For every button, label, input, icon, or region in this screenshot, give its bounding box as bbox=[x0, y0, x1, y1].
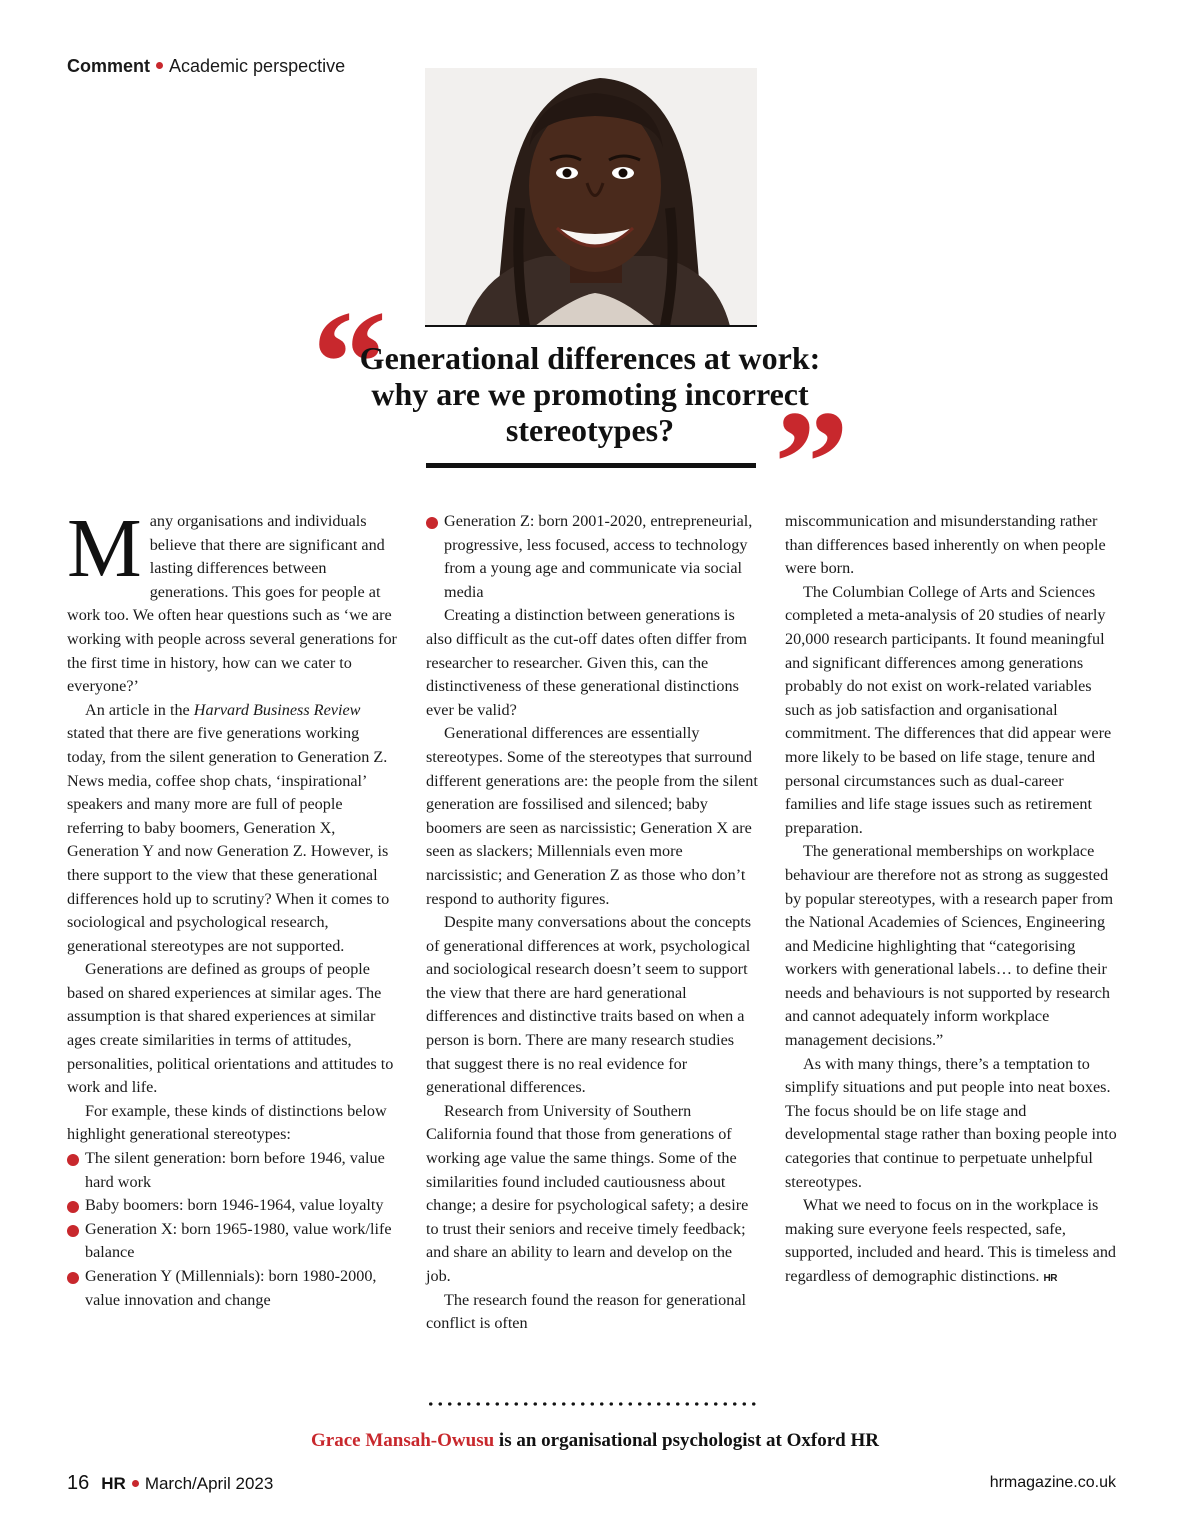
list-item: Generation Y (Millennials): born 1980-2000, value innovation and change bbox=[67, 1265, 399, 1312]
publication-title: Harvard Business Review bbox=[193, 700, 361, 719]
paragraph: Creating a distinction between generations is also difficult as the cut-off dates often differ from researcher to researcher. Given this, can the distinctiveness of these generational distinctions ever be valid? bbox=[426, 606, 747, 719]
paragraph: What we need to focus on in the workplace is making sure everyone feels respected, safe, supported, included and heard. This is timeless and regardless of demographic distinctions. HR bbox=[785, 1196, 1117, 1285]
paragraph: An article in the Harvard Business Review stated that there are five generations working today, from the silent generation to Generation Z. News media, coffee shop chats, ‘inspirational’ speakers and many more are full of people referring to baby boomers, Generation X, Generation Y and now Generation Z. However, is there support to the view that these generational differences hold up to scrutiny? When it comes to sociological and psychological research, generational stereotypes are not supported. bbox=[67, 700, 390, 955]
paragraph: The Columbian College of Arts and Sciences completed a meta-analysis of 20 studies of nearly 20,000 research participants. It found meaningful and significant differences among generations probably do not exist on work-related variables such as job satisfaction and organisational commitment. The differences that did appear were more likely to be based on life stage, tenure and personal circumstances such as dual-career families and life stage issues such as retirement preparation. bbox=[785, 582, 1112, 837]
paragraph: Many organisations and individuals believe that there are significant and lasting differences between generations. This goes for people at work too. We often hear questions such as ‘we are working with people across several generations for the first time in history, how can we cater to everyone?’ bbox=[67, 502, 397, 696]
author-photo bbox=[425, 68, 757, 326]
paragraph: Research from University of Southern California found that those from generations of working age value the same things. Some of the similarities found included cautiousness about change; a desire for psychological safety; a desire to trust their seniors and receive timely feedback; and share an ability to learn and develop on the job. bbox=[426, 1101, 749, 1285]
list-item: The silent generation: born before 1946, value hard work bbox=[67, 1147, 399, 1194]
generation-list-continued bbox=[426, 510, 758, 604]
body-column-2 bbox=[426, 510, 758, 1336]
drop-cap: M bbox=[67, 502, 142, 595]
body-column-3 bbox=[785, 510, 1117, 1291]
end-mark: HR bbox=[1043, 1273, 1057, 1284]
paragraph: Despite many conversations about the concepts of generational differences at work, psychological and sociological research doesn’t seem to support the view that there are hard generational differences and distinctive traits based on when a person is born. There are many research studies that suggest there is no real evidence for generational differences. bbox=[426, 913, 752, 1097]
page-footer bbox=[67, 1472, 273, 1495]
magazine-name: HR bbox=[101, 1474, 126, 1493]
paragraph: The research found the reason for generational conflict is often bbox=[426, 1290, 747, 1333]
author-name: Grace Mansah-Owusu bbox=[311, 1430, 495, 1451]
section-label: Comment bbox=[67, 56, 151, 76]
photo-divider bbox=[425, 325, 757, 327]
author-role: is an organisational psychologist at Oxford HR bbox=[494, 1430, 879, 1451]
body-column-1 bbox=[67, 502, 399, 1312]
portrait-illustration bbox=[425, 68, 757, 326]
article-headline: Generational differences at work: why are we promoting incorrect stereotypes? bbox=[359, 340, 821, 448]
generation-list bbox=[67, 1147, 399, 1312]
list-item: Generation X: born 1965-1980, value work/life balance bbox=[67, 1218, 399, 1265]
close-quote-mark: ” bbox=[774, 380, 849, 546]
section-header bbox=[67, 56, 345, 77]
paragraph: Generational differences are essentially stereotypes. Some of the stereotypes that surround different generations are: the people from the silent generation are fossilised and silenced; baby boomers are seen as narcissistic; Generation X are seen as slackers; Millennials even more narcissistic; and Generation Z as those who don’t respond to authority figures. bbox=[426, 724, 758, 908]
issue-date: March/April 2023 bbox=[144, 1474, 274, 1493]
subsection-label: Academic perspective bbox=[169, 56, 346, 76]
paragraph: The generational memberships on workplace behaviour are therefore not as strong as suggested by popular stereotypes, with a research paper from the National Academies of Sciences, Engineering and Medicine highlighting that “categorising workers with generational labels… to define their needs and behaviours is not supported by research and cannot adequately inform workplace management decisions.” bbox=[785, 842, 1114, 1050]
list-item: Baby boomers: born 1946-1964, value loyalty bbox=[67, 1194, 399, 1218]
list-item: Generation Z: born 2001-2020, entrepreneurial, progressive, less focused, access to technology from a young age and communicate via social media bbox=[426, 510, 758, 604]
page-number: 16 bbox=[67, 1472, 90, 1494]
paragraph: For example, these kinds of distinctions below highlight generational stereotypes: bbox=[67, 1101, 387, 1144]
website-url[interactable]: hrmagazine.co.uk bbox=[989, 1474, 1116, 1491]
dotted-divider bbox=[426, 1402, 758, 1406]
paragraph: miscommunication and misunderstanding rather than differences based inherently on when people were born. bbox=[785, 512, 1106, 578]
paragraph: As with many things, there’s a temptation to simplify situations and put people into neat boxes. The focus should be on life stage and developmental stage rather than boxing people into categories that continue to perpetuate unhelpful stereotypes. bbox=[785, 1054, 1117, 1191]
author-bio bbox=[0, 1430, 1190, 1452]
paragraph: Generations are defined as groups of people based on shared experiences at similar ages. The assumption is that shared experiences at similar ages create similarities in terms of attitudes, personalities, political orientations and attitudes to work and life. bbox=[67, 960, 394, 1097]
bullet-dot bbox=[156, 62, 163, 69]
bullet-dot bbox=[132, 1480, 139, 1487]
open-quote-mark: “ bbox=[312, 280, 387, 446]
headline-divider bbox=[426, 463, 756, 468]
